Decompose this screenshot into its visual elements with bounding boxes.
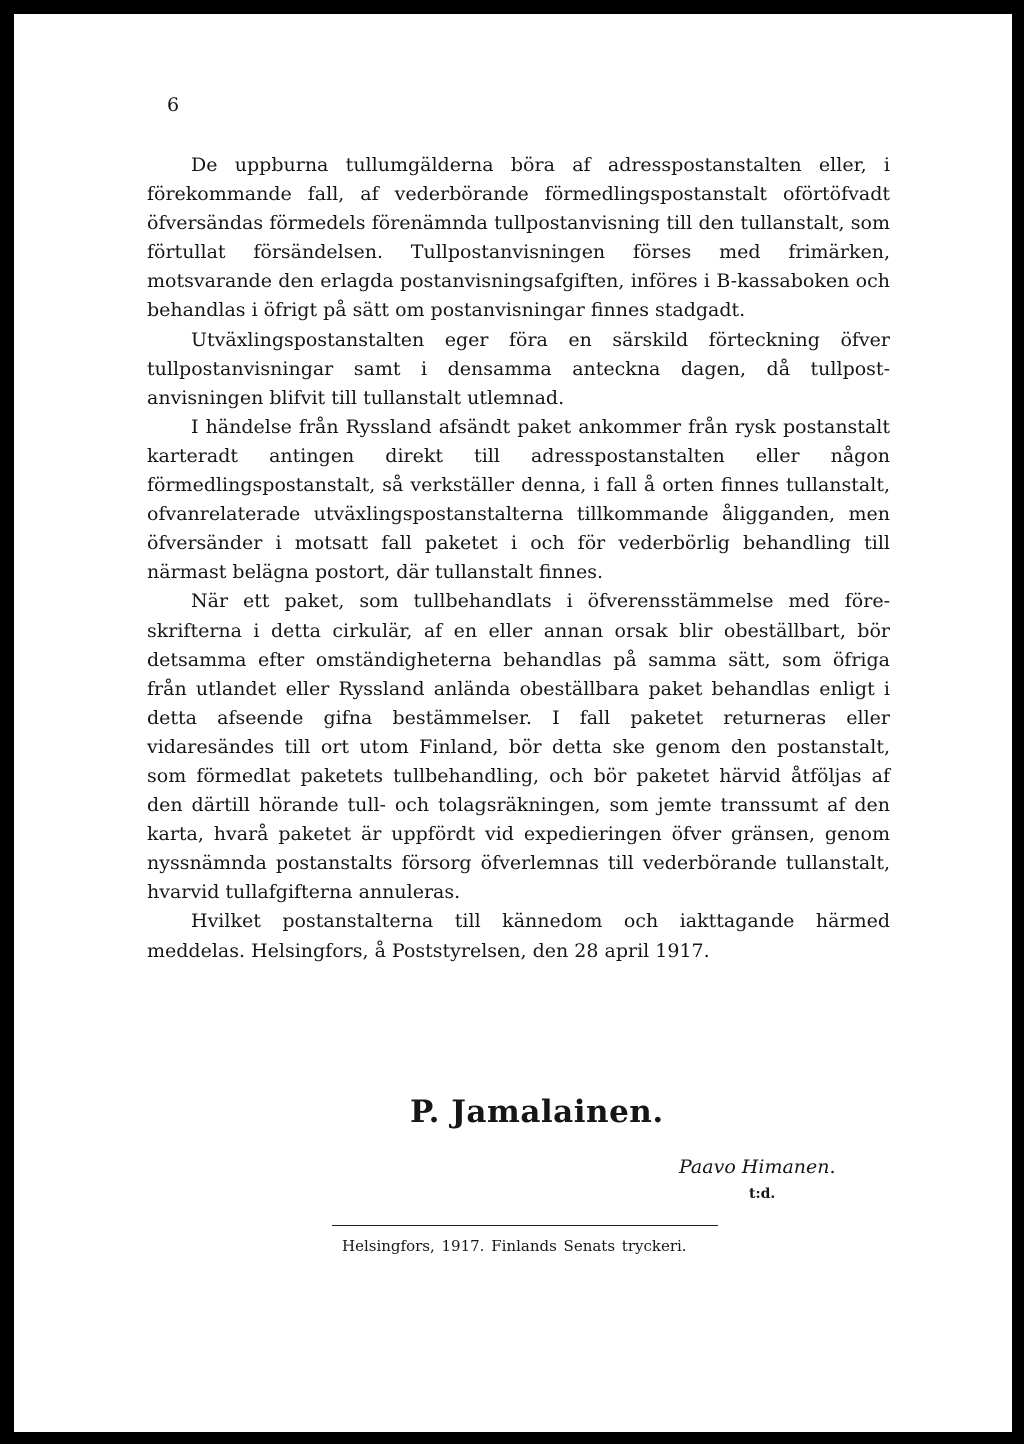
- document-page: [14, 14, 1012, 1432]
- paragraph-4: När ett paket, som tullbehandlats i öfverensstämmelse med föreskrifterna i detta cirkulär, af en eller annan orsak blir obeställbart, bör detsamma efter omständigheterna behandlas på samma sätt, som öfriga från utlandet eller Ryssland anlända obeställbara paket behandlas enligt i detta afseende gifna bestämmelser. I fall paketet returneras eller vidaresändes till ort utom Finland, bör detta ske genom den postanstalt, som förmedlat paketets tullbehandling, och bör paketet härvid åtföljas af den därtill hörande tull- och tolagsräkningen, som jemte transsumt af den karta, hvarå paketet är uppfördt vid expedieringen öfver gränsen, genom nyssnämnda postanstalts försorg öfverlemnas till vederbörande tullanstalt, hvarvid tullafgifterna annuleras.: [147, 590, 890, 904]
- paragraph-2: Utväxlingspostanstalten eger föra en särskild förteckning öfver tullpostanvisningar samt i densamma anteckna dagen, då tullpostanvisningen blifvit till tullanstalt utlemnad.: [147, 328, 890, 409]
- page-number: 6: [167, 94, 180, 116]
- paragraph-3: I händelse från Ryssland afsändt paket ankommer från rysk postanstalt karteradt antingen direkt till adresspostanstalten eller någon förmedlingspostanstalt, så verkställer denna, i fall å orten finnes tullanstalt, ofvanrelaterade utväxlingspostanstalterna tillkommande åligganden, men öfversänder i motsatt fall paketet i och för vederbörlig behandling till närmast belägna postort, där tullanstalt finnes.: [147, 415, 890, 584]
- paragraph-5: Hvilket postanstalterna till kännedom och iakttagande härmed meddelas. Helsingfors, å Poststyrelsen, den 28 april 1917.: [147, 910, 890, 962]
- signature-note: t:d.: [749, 1186, 776, 1202]
- printer-imprint: Helsingfors, 1917. Finlands Senats tryckeri.: [342, 1237, 687, 1255]
- signature-second: Paavo Himanen.: [679, 1156, 836, 1178]
- body-text: [147, 151, 890, 966]
- signature-main: P. Jamalainen.: [410, 1094, 664, 1130]
- paragraph-1: De uppburna tullumgälderna böra af adresspostanstalten eller, i förekommande fall, af vederbörande förmedlingspostanstalt oförtöfvadt öfversändas förmedels förenämnda tullpostanvisning till den tullanstalt, som förtullat försändelsen. Tullpostanvisningen förses med frimärken, motsvarande den erlagda postanvisningsafgiften, införes i B-kassaboken och behandlas i öfrigt på sätt om postanvisningar finnes stadgadt.: [147, 154, 890, 322]
- footer-divider: [332, 1225, 718, 1226]
